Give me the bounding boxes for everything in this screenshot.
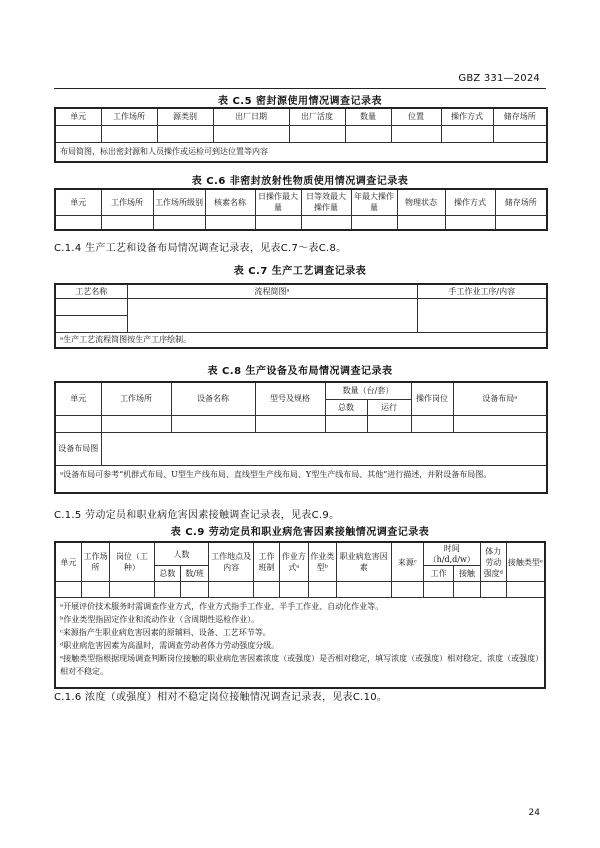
table-c9 bbox=[54, 541, 546, 689]
header-cell: 工作 bbox=[423, 566, 453, 582]
empty-cell[interactable] bbox=[55, 315, 127, 332]
header-cell: 作业方式ᵃ bbox=[280, 542, 308, 582]
table-c9-caption: 表 C.9 劳动定员和职业病危害因素接触情况调查记录表 bbox=[170, 527, 430, 538]
header-cell: 数量 bbox=[345, 108, 391, 125]
header-cell: 物理状态 bbox=[397, 189, 445, 215]
table-c7 bbox=[54, 283, 548, 349]
header-cell: 流程简图ᵃ bbox=[127, 284, 417, 298]
empty-cell[interactable] bbox=[209, 582, 254, 598]
header-cell: 操作方式 bbox=[441, 108, 493, 125]
empty-cell[interactable] bbox=[153, 215, 205, 230]
footnote: ᵉ接触类型指根据现场调查判断岗位接触的职业病危害因素浓度（或强度）是否相对稳定，填写浓度（或强度）相对稳定、浓度（或强度）相对不稳定。 bbox=[60, 654, 540, 676]
layout-drawing-cell[interactable] bbox=[101, 432, 547, 465]
table-c7-caption: 表 C.7 生产工艺调查记录表 bbox=[233, 266, 367, 277]
header-cell: 日操作最大量 bbox=[255, 189, 301, 215]
header-cell: 设备名称 bbox=[171, 382, 255, 415]
empty-cell[interactable] bbox=[336, 582, 391, 598]
empty-cell[interactable] bbox=[480, 582, 506, 598]
header-cell: 工作场所 bbox=[101, 189, 153, 215]
page-number: 24 bbox=[528, 808, 540, 818]
empty-cell[interactable] bbox=[101, 125, 157, 142]
footnote: ᵃ生产工艺流程简图按生产工序绘制。 bbox=[55, 332, 547, 348]
empty-cell[interactable] bbox=[154, 582, 180, 598]
header-cell: 手工作业工序/内容 bbox=[417, 284, 547, 298]
header-cell: 年最大操作量 bbox=[351, 189, 397, 215]
empty-cell[interactable] bbox=[289, 125, 345, 142]
empty-cell[interactable] bbox=[171, 415, 255, 432]
header-cell: 接触类型ᵉ bbox=[506, 542, 545, 582]
header-cell: 数/班 bbox=[181, 566, 209, 582]
empty-cell[interactable] bbox=[397, 215, 445, 230]
empty-cell[interactable] bbox=[55, 125, 101, 142]
layout-row-label: 设备布局图 bbox=[55, 432, 101, 465]
header-cell: 日等效最大操作量 bbox=[301, 189, 351, 215]
clause-c-1-4: C.1.4 生产工艺和设备布局情况调查记录表，见表C.7～表C.8。 bbox=[54, 243, 347, 254]
empty-cell[interactable] bbox=[325, 415, 367, 432]
header-cell: 操作岗位 bbox=[411, 382, 453, 415]
header-cell: 设备布局ᵃ bbox=[453, 382, 547, 415]
header-cell: 位置 bbox=[391, 108, 441, 125]
header-cell: 单元 bbox=[55, 382, 101, 415]
flow-sketch-cell[interactable] bbox=[127, 298, 417, 332]
clause-c-1-5: C.1.5 劳动定员和职业病危害因素接触调查记录表，见表C.9。 bbox=[54, 510, 340, 521]
footnote: ᵇ作业类型指固定作业和流动作业（含周期性巡检作业）。 bbox=[60, 615, 260, 624]
empty-cell[interactable] bbox=[453, 415, 547, 432]
empty-cell[interactable] bbox=[301, 215, 351, 230]
header-cell: 单元 bbox=[55, 108, 101, 125]
empty-cell[interactable] bbox=[181, 582, 209, 598]
header-cell: 工作地点及内容 bbox=[209, 542, 254, 582]
empty-cell[interactable] bbox=[506, 582, 545, 598]
header-cell: 作业类型ᵇ bbox=[308, 542, 336, 582]
empty-cell[interactable] bbox=[445, 215, 495, 230]
clause-c-1-6: C.1.6 浓度（或强度）相对不稳定岗位接触情况调查记录表，见表C.10。 bbox=[54, 692, 388, 703]
empty-cell[interactable] bbox=[55, 215, 101, 230]
table-c6 bbox=[54, 188, 548, 231]
standard-id: GBZ 331—2024 bbox=[458, 73, 540, 84]
header-cell: 时间（h/d,d/w） bbox=[423, 542, 480, 566]
empty-cell[interactable] bbox=[308, 582, 336, 598]
empty-cell[interactable] bbox=[213, 125, 289, 142]
header-cell: 岗位（工种） bbox=[110, 542, 155, 582]
header-cell: 工作班制 bbox=[253, 542, 279, 582]
footnote: ᶜ来源指产生职业病危害因素的原辅料、设备、工艺环节等。 bbox=[60, 628, 271, 637]
header-cell: 人数 bbox=[154, 542, 209, 566]
empty-cell[interactable] bbox=[255, 215, 301, 230]
empty-cell[interactable] bbox=[351, 215, 397, 230]
empty-cell[interactable] bbox=[441, 125, 493, 142]
header-cell: 工作场所 bbox=[101, 108, 157, 125]
header-cell: 工艺名称 bbox=[55, 284, 127, 298]
empty-cell[interactable] bbox=[255, 415, 325, 432]
empty-cell[interactable] bbox=[55, 298, 127, 315]
empty-cell[interactable] bbox=[367, 415, 411, 432]
empty-cell[interactable] bbox=[81, 582, 109, 598]
layout-sketch-cell: 布局简图，标出密封源和人员操作或运检可到达位置等内容 bbox=[55, 142, 547, 162]
header-cell: 储存场所 bbox=[495, 189, 547, 215]
empty-cell[interactable] bbox=[493, 125, 547, 142]
empty-cell[interactable] bbox=[157, 125, 213, 142]
header-cell: 单元 bbox=[55, 542, 81, 582]
empty-cell[interactable] bbox=[101, 415, 171, 432]
header-cell: 来源ᶜ bbox=[391, 542, 423, 582]
header-cell: 单元 bbox=[55, 189, 101, 215]
header-cell: 职业病危害因素 bbox=[336, 542, 391, 582]
table-c6-caption: 表 C.6 非密封放射性物质使用情况调查记录表 bbox=[191, 176, 409, 187]
empty-cell[interactable] bbox=[101, 215, 153, 230]
header-cell: 出厂日期 bbox=[213, 108, 289, 125]
empty-cell[interactable] bbox=[423, 582, 453, 598]
header-cell: 操作方式 bbox=[445, 189, 495, 215]
table-c8-caption: 表 C.8 生产设备及布局情况调查记录表 bbox=[207, 366, 393, 377]
empty-cell[interactable] bbox=[391, 582, 423, 598]
empty-cell[interactable] bbox=[411, 415, 453, 432]
footnote: ᵈ职业病危害因素为高温时，需调查劳动者体力劳动强度分级。 bbox=[60, 641, 280, 650]
header-cell: 接触 bbox=[454, 566, 480, 582]
footnote: ᵃ开展评价技术服务时需调查作业方式，作业方式指手工作业、半手工作业、自动化作业等。 bbox=[60, 602, 384, 611]
empty-cell[interactable] bbox=[55, 415, 101, 432]
table-c5-caption: 表 C.5 密封源使用情况调查记录表 bbox=[217, 96, 383, 107]
header-cell: 储存场所 bbox=[493, 108, 547, 125]
header-cell: 工作场所 bbox=[101, 382, 171, 415]
empty-cell[interactable] bbox=[345, 125, 391, 142]
empty-cell[interactable] bbox=[417, 298, 547, 332]
header-cell: 运行 bbox=[367, 399, 411, 415]
header-rule bbox=[54, 88, 546, 89]
empty-cell[interactable] bbox=[454, 582, 480, 598]
empty-cell[interactable] bbox=[205, 215, 255, 230]
footnote: ᵃ设备布局可参考“机群式布局、U型生产线布局、直线型生产线布局、Y型生产线布局、其他”进行描述，并附设备布局图。 bbox=[55, 465, 547, 493]
header-cell: 工作场所级别 bbox=[153, 189, 205, 215]
header-cell: 总数 bbox=[154, 566, 180, 582]
table-c8 bbox=[54, 381, 548, 494]
header-cell: 出厂活度 bbox=[289, 108, 345, 125]
header-cell: 总数 bbox=[325, 399, 367, 415]
empty-cell[interactable] bbox=[280, 582, 308, 598]
header-cell: 数量（台/套） bbox=[325, 382, 411, 399]
header-cell: 体力劳动强度ᵈ bbox=[480, 542, 506, 582]
empty-cell[interactable] bbox=[110, 582, 155, 598]
header-cell: 核素名称 bbox=[205, 189, 255, 215]
empty-cell[interactable] bbox=[253, 582, 279, 598]
footnotes bbox=[55, 598, 545, 688]
header-cell: 工作场所 bbox=[81, 542, 109, 582]
header-cell: 源类别 bbox=[157, 108, 213, 125]
empty-cell[interactable] bbox=[495, 215, 547, 230]
header-cell: 型号及规格 bbox=[255, 382, 325, 415]
empty-cell[interactable] bbox=[391, 125, 441, 142]
table-c5 bbox=[54, 107, 548, 163]
empty-cell[interactable] bbox=[55, 582, 81, 598]
